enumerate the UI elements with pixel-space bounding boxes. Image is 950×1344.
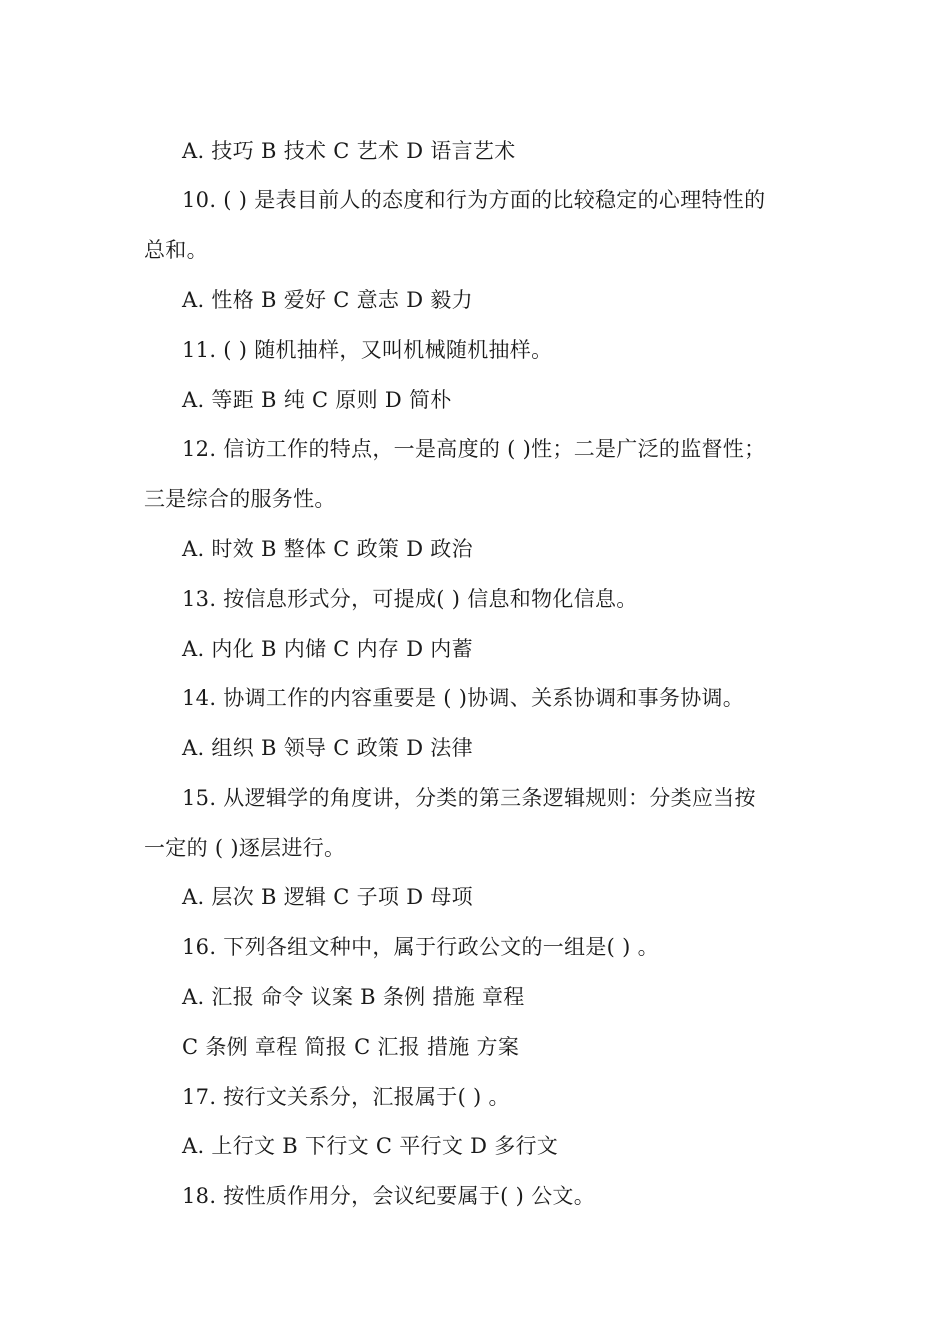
- question-continuation-line: 一定的 ( )逐层进行。: [144, 836, 346, 860]
- question-line: 12. 信访工作的特点，一是高度的 ( )性；二是广泛的监督性；: [182, 437, 766, 461]
- answer-options-line: A. 等距 B 纯 C 原则 D 简朴: [182, 388, 452, 412]
- question-line: 16. 下列各组文种中，属于行政公文的一组是( ) 。: [182, 935, 659, 959]
- answer-options-line: A. 内化 B 内储 C 内存 D 内蓄: [182, 637, 473, 661]
- answer-options-line: A. 时效 B 整体 C 政策 D 政治: [182, 537, 473, 561]
- answer-options-line: A. 上行文 B 下行文 C 平行文 D 多行文: [182, 1134, 559, 1158]
- question-line: 17. 按行文关系分，汇报属于( ) 。: [182, 1085, 510, 1109]
- question-line: 15. 从逻辑学的角度讲，分类的第三条逻辑规则：分类应当按: [182, 786, 756, 810]
- question-line: 13. 按信息形式分，可提成( ) 信息和物化信息。: [182, 587, 638, 611]
- question-continuation-line: 总和。: [144, 238, 208, 262]
- answer-options-line: A. 组织 B 领导 C 政策 D 法律: [182, 736, 473, 760]
- question-continuation-line: 三是综合的服务性。: [144, 487, 336, 511]
- question-line: 11. ( ) 随机抽样，又叫机械随机抽样。: [182, 338, 553, 362]
- answer-options-line: A. 性格 B 爱好 C 意志 D 毅力: [182, 288, 473, 312]
- answer-options-line: A. 层次 B 逻辑 C 子项 D 母项: [182, 885, 473, 909]
- answer-options-line: C 条例 章程 简报 C 汇报 措施 方案: [182, 1035, 520, 1059]
- answer-options-line: A. 汇报 命令 议案 B 条例 措施 章程: [182, 985, 525, 1009]
- question-line: 10. ( ) 是表目前人的态度和行为方面的比较稳定的心理特性的: [182, 188, 766, 212]
- question-line: 14. 协调工作的内容重要是 ( )协调、关系协调和事务协调。: [182, 686, 745, 710]
- answer-options-line: A. 技巧 B 技术 C 艺术 D 语言艺术: [182, 139, 516, 163]
- question-line: 18. 按性质作用分，会议纪要属于( ) 公文。: [182, 1184, 596, 1208]
